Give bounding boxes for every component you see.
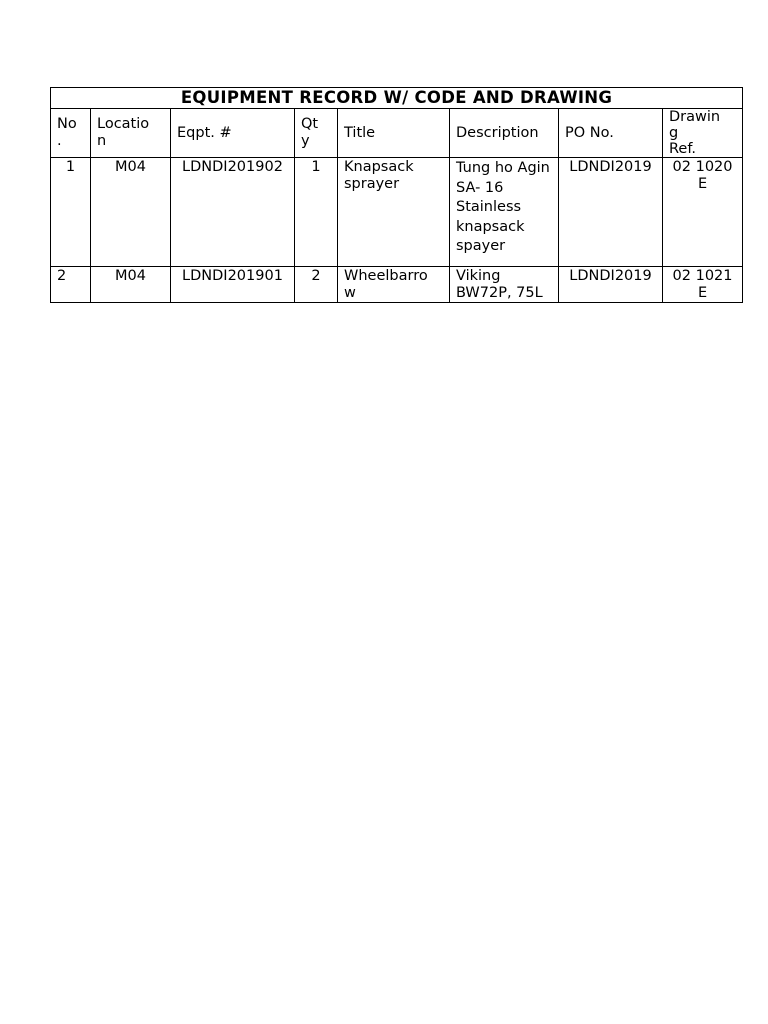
header-location: Locatio n [91, 109, 171, 158]
cell-location: M04 [91, 158, 171, 267]
cell-eqpt: LDNDI201902 [171, 158, 295, 267]
cell-description: Viking BW72P, 75L [450, 267, 559, 303]
cell-qty: 1 [295, 158, 338, 267]
cell-po-no: LDNDI2019 [559, 158, 663, 267]
header-eqpt: Eqpt. # [171, 109, 295, 158]
cell-no: 2 [51, 267, 91, 303]
header-description: Description [450, 109, 559, 158]
table-row [51, 158, 743, 267]
cell-location: M04 [91, 267, 171, 303]
header-po-no: PO No. [559, 109, 663, 158]
cell-drawing-ref: 02 1021 E [663, 267, 743, 303]
table-title: EQUIPMENT RECORD W/ CODE AND DRAWING [51, 88, 743, 109]
equipment-record-table [50, 87, 743, 303]
cell-po-no: LDNDI2019 [559, 267, 663, 303]
cell-description: Tung ho Agin SA- 16 Stainless knapsack spayer [450, 158, 559, 267]
cell-title: Wheelbarro w [338, 267, 450, 303]
header-qty: Qt y [295, 109, 338, 158]
cell-drawing-ref: 02 1020 E [663, 158, 743, 267]
header-no: No . [51, 109, 91, 158]
header-title: Title [338, 109, 450, 158]
header-row [51, 109, 743, 158]
cell-title: Knapsack sprayer [338, 158, 450, 267]
table-row [51, 267, 743, 303]
cell-no: 1 [51, 158, 91, 267]
cell-eqpt: LDNDI201901 [171, 267, 295, 303]
cell-qty: 2 [295, 267, 338, 303]
header-drawing-ref: Drawin g Ref. [663, 109, 743, 158]
